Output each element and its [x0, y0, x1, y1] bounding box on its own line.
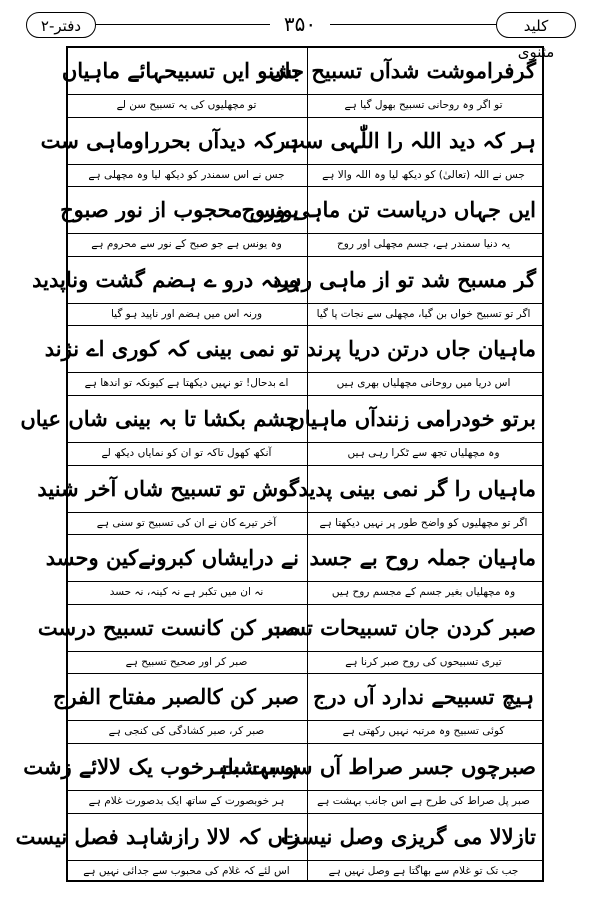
urdu-translation: صبر کر اور صحیح تسبیح ہے — [125, 655, 248, 668]
book-title-badge: کلید مثنوی — [496, 12, 576, 38]
verse-row — [15, 814, 542, 884]
persian-verse: برتو خودرامی زنندآں ماہیاں — [289, 406, 536, 431]
persian-verse: گرفراموشت شدآں تسبیح جاں — [269, 58, 536, 83]
verse-row — [32, 257, 542, 327]
verse-cell-right — [289, 396, 542, 466]
verse-row — [40, 118, 542, 188]
verse-row — [61, 48, 542, 118]
urdu-translation: اس دریا میں روحانی مچھلیاں بھری ہیں — [336, 377, 511, 390]
persian-verse: گر مسبح شد تو از ماہی رہید — [272, 266, 536, 292]
verse-row — [37, 605, 542, 675]
urdu-translation: وہ مچھلیاں تجھ سے ٹکرا رہی ہیں — [347, 447, 500, 459]
persian-verse: ہرکہ دیدآں بحرراوماہی ست — [40, 127, 299, 153]
verse-cell-right — [305, 326, 542, 396]
verse-cell-left — [40, 118, 305, 188]
urdu-translation: آخر تیرے کان نے ان کی تسبیح تو سنی ہے — [96, 516, 277, 529]
persian-verse: ہر کہ دید اللہ را اللّٰہی ست — [285, 127, 536, 153]
urdu-translation: اس لئے کہ غلام کی محبوب سے جدائی نہیں ہے — [83, 864, 290, 877]
persian-verse: ماہیاں را گر نمی بینی پدید — [298, 475, 536, 501]
persian-verse: نے درایشاں کبرونےکین وحسد — [45, 545, 299, 571]
persian-verse: تو نمی بینی کہ کوری اے نژند — [44, 336, 299, 362]
persian-verse: زاں کہ لالا رازشاہد فصل نیست — [15, 823, 299, 849]
verse-cell-left — [60, 187, 305, 257]
urdu-translation: تیری تسبیحوں کی روح صبر کرنا ہے — [345, 655, 502, 668]
verse-cell-left — [44, 326, 305, 396]
verse-row — [45, 535, 542, 605]
persian-verse: ماہیان جاں درتن دریا پرند — [306, 336, 536, 362]
persian-verse: ہست باہرخوب یک لالائے زشت — [23, 754, 299, 779]
urdu-translation: وہ مچھلیاں بغیر جسم کے مجسم روح ہیں — [331, 586, 516, 599]
verse-cell-right — [298, 466, 542, 536]
urdu-translation: نہ ان میں تکبر ہے نہ کینہ، نہ حسد — [109, 586, 264, 599]
volume-badge: دفتر-۲ — [26, 12, 96, 38]
urdu-translation: اگر تو تسبیح خواں بن گیا، مچھلی سے نجات پا گیا — [316, 307, 531, 320]
verse-cell-right — [269, 48, 542, 118]
persian-verse: یونس محجوب از نور صبوح — [60, 197, 299, 223]
persian-verse: گوش تو تسبیح شاں آخر شنید — [37, 475, 299, 501]
urdu-translation: جب تک تو غلام سے بھاگتا ہے وصل نہیں ہے — [328, 864, 519, 877]
verse-cell-left — [32, 257, 305, 327]
urdu-translation: تو اگر وہ روحانی تسبیح بھول گیا ہے — [344, 99, 503, 111]
persian-verse: ماہیان جملہ روح بے جسد — [309, 545, 536, 571]
urdu-translation: ورنہ اس میں ہضم اور ناپید ہو گیا — [110, 307, 263, 320]
verse-cell-right — [305, 674, 542, 744]
urdu-translation: تو مچھلیوں کی یہ تسبیح سن لے — [116, 99, 257, 111]
verse-cell-left — [45, 535, 305, 605]
verse-row — [37, 466, 542, 536]
verse-row — [23, 744, 542, 814]
verse-cell-left — [23, 744, 305, 814]
verse-cell-right — [241, 187, 542, 257]
urdu-translation: اگر تو مچھلیوں کو واضح طور پر نہیں دیکھتا ہے — [319, 516, 528, 529]
verse-cell-left — [37, 605, 305, 675]
verse-cell-right — [305, 535, 542, 605]
verse-cell-left — [20, 396, 305, 466]
urdu-translation: کوئی تسبیح وہ مرتبہ نہیں رکھتی ہے — [342, 725, 505, 738]
verse-cell-left — [15, 814, 305, 884]
urdu-translation: صبر کر، صبر کشادگی کی کنجی ہے — [108, 725, 265, 738]
urdu-translation: ہر خوبصورت کے ساتھ ایک بدصورت غلام ہے — [88, 795, 285, 807]
urdu-translation: یہ دنیا سمندر ہے، جسم مچھلی اور روح — [336, 238, 510, 251]
urdu-translation: آنکھ کھول تاکہ تو ان کو نمایاں دیکھ لے — [101, 447, 272, 459]
persian-verse: صبر کردن جان تسبیحات تست — [267, 614, 536, 640]
persian-verse: ایں جہاں دریاست تن ماہی وروح — [241, 197, 536, 223]
urdu-translation: اے بدحال! تو نہیں دیکھتا ہے کیونکہ تو اندھا ہے — [84, 377, 289, 390]
urdu-translation: جس نے اللہ (تعالیٰ) کو دیکھ لیا وہ اللہ والا ہے — [322, 168, 525, 181]
persian-verse: ہیچ تسبیحے ندارد آں درج — [312, 684, 535, 710]
verse-cell-left — [52, 674, 305, 744]
verse-cell-right — [267, 605, 542, 675]
persian-verse: صبر کن کانست تسبیح درست — [37, 614, 299, 640]
persian-verse: صبرچوں جسر صراط آں سو بہشت — [219, 754, 536, 779]
verse-cell-right — [219, 744, 542, 814]
verse-cell-right — [285, 118, 542, 188]
verse-row — [52, 674, 542, 744]
urdu-translation: وہ یونس ہے جو صبح کے نور سے محروم ہے — [91, 238, 282, 251]
page-number-text: ۳۵۰ — [270, 12, 330, 36]
persian-verse: صبر کن کالصبر مفتاح الفرج — [52, 684, 299, 710]
persian-verse: بشنو ایں تسبیحہائے ماہیاں — [61, 58, 299, 83]
verse-cell-left — [37, 466, 305, 536]
verse-row — [44, 326, 542, 396]
verse-row — [60, 187, 542, 257]
urdu-translation: جس نے اس سمندر کو دیکھ لیا وہ مچھلی ہے — [88, 168, 285, 181]
verse-row — [20, 396, 542, 466]
page-header — [10, 8, 590, 61]
persian-verse: چشم بکشا تا بہ بینی شاں عیاں — [20, 406, 299, 431]
verse-cell-left — [61, 48, 305, 118]
page-number — [10, 10, 590, 38]
persian-verse: ورنہ درو ے ہضم گشت وناپدید — [32, 266, 299, 292]
verse-cell-right — [272, 257, 542, 327]
verse-table — [15, 46, 544, 882]
urdu-translation: صبر پل صراط کی طرح ہے اس جانب بہشت ہے — [317, 795, 530, 807]
persian-verse: تازلالا می گریزی وصل نیست — [280, 823, 536, 849]
verse-cell-right — [280, 814, 542, 884]
